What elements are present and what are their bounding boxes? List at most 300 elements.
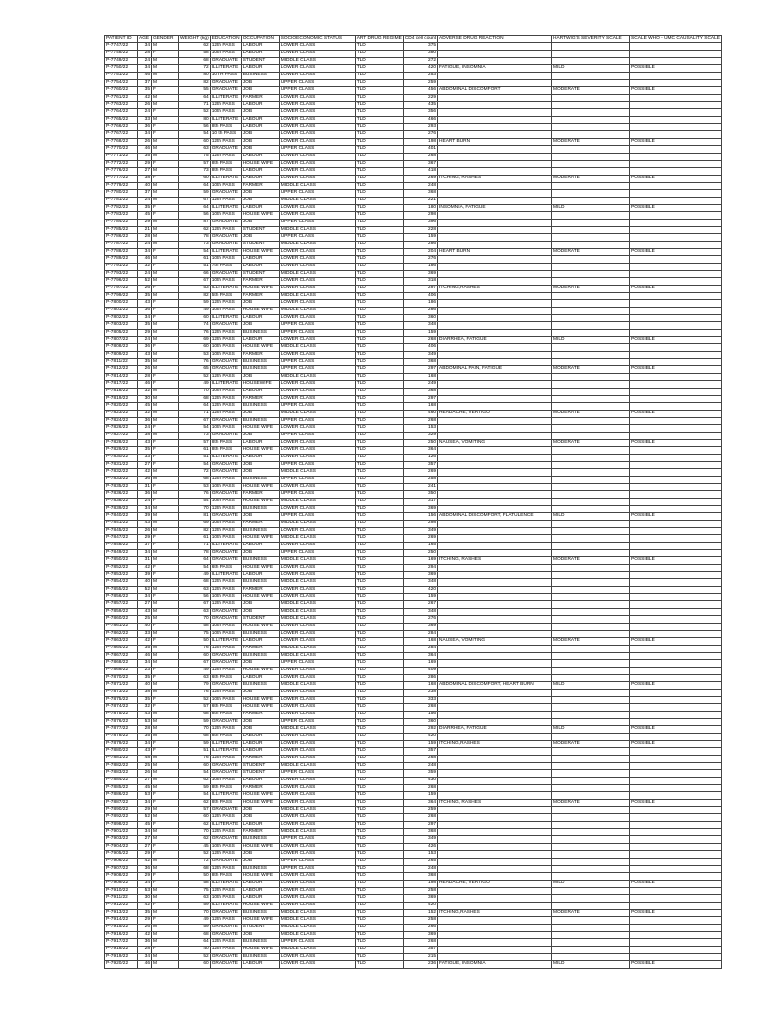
cell-who-umc-causality	[630, 271, 722, 278]
table-row	[105, 307, 722, 314]
cell-education: 10th PASS	[210, 623, 241, 630]
cell-education: 10th PASS	[210, 535, 241, 542]
cell-patient-id: P-7803/22	[105, 322, 138, 329]
cell-socioeconomic-status: UPPER CLASS	[279, 417, 355, 424]
cell-cd4-count: 317	[403, 498, 437, 505]
cell-art-drug-regime: TLD	[355, 80, 403, 87]
cell-occupation: LABOUR	[241, 102, 279, 109]
cell-weight: 57	[179, 704, 211, 711]
cell-weight: 78	[179, 234, 211, 241]
cell-who-umc-causality	[630, 814, 722, 821]
table-row	[105, 682, 722, 689]
cell-hartwig-severity	[552, 219, 630, 226]
cell-occupation: HOUSE WIFE	[241, 212, 279, 219]
cell-adverse-drug-reaction	[438, 469, 552, 476]
cell-art-drug-regime: TLD	[355, 307, 403, 314]
cell-patient-id: P-7857/22	[105, 601, 138, 608]
cell-weight: 54	[179, 425, 211, 432]
cell-weight: 64	[179, 182, 211, 189]
cell-who-umc-causality	[630, 520, 722, 527]
cell-patient-id: P-7909/22	[105, 880, 138, 887]
cell-cd4-count: 349	[403, 836, 437, 843]
cell-socioeconomic-status: UPPER CLASS	[279, 219, 355, 226]
cell-cd4-count: 258	[403, 476, 437, 483]
cell-weight: 62	[179, 836, 211, 843]
cell-occupation: JOB	[241, 234, 279, 241]
cell-age: 28	[138, 373, 152, 380]
cell-adverse-drug-reaction	[438, 718, 552, 725]
cell-adverse-drug-reaction	[438, 491, 552, 498]
cell-who-umc-causality	[630, 212, 722, 219]
cell-adverse-drug-reaction	[438, 373, 552, 380]
cell-weight: 68	[179, 395, 211, 402]
cell-socioeconomic-status: MIDDLE CLASS	[279, 58, 355, 65]
cell-hartwig-severity	[552, 748, 630, 755]
cell-age: 28	[138, 234, 152, 241]
cell-cd4-count: 396	[403, 219, 437, 226]
cell-education: GRADUATE	[210, 953, 241, 960]
cell-socioeconomic-status: LOWER CLASS	[279, 689, 355, 696]
cell-art-drug-regime: TLD	[355, 447, 403, 454]
cell-occupation: HOUSE WIFE	[241, 696, 279, 703]
cell-education: 10th PASS	[210, 696, 241, 703]
cell-occupation: LABOUR	[241, 153, 279, 160]
table-row	[105, 425, 722, 432]
cell-who-umc-causality	[630, 535, 722, 542]
cell-education: 12th PASS	[210, 102, 241, 109]
cell-cd4-count: 298	[403, 520, 437, 527]
cell-art-drug-regime: TLD	[355, 116, 403, 123]
cell-patient-id: P-7832/22	[105, 469, 138, 476]
cell-gender: F	[152, 902, 179, 909]
table-row	[105, 770, 722, 777]
cell-occupation: BUSINESS	[241, 528, 279, 535]
cell-art-drug-regime: TLD	[355, 256, 403, 263]
cell-hartwig-severity	[552, 315, 630, 322]
cell-patient-id: P-7750/22	[105, 65, 138, 72]
cell-education: GRADUATE	[210, 432, 241, 439]
table-row	[105, 138, 722, 145]
cell-education: GRADUATE	[210, 190, 241, 197]
cell-occupation: LABOUR	[241, 638, 279, 645]
cell-art-drug-regime: TLD	[355, 939, 403, 946]
cell-art-drug-regime: TLD	[355, 329, 403, 336]
cell-weight: 57	[179, 160, 211, 167]
table-row	[105, 212, 722, 219]
cell-art-drug-regime: TLD	[355, 836, 403, 843]
cell-art-drug-regime: TLD	[355, 300, 403, 307]
cell-socioeconomic-status: MIDDLE CLASS	[279, 909, 355, 916]
cell-occupation: LABOUR	[241, 256, 279, 263]
cell-art-drug-regime: TLD	[355, 924, 403, 931]
cell-adverse-drug-reaction	[438, 102, 552, 109]
cell-adverse-drug-reaction	[438, 608, 552, 615]
cell-socioeconomic-status: LOWER CLASS	[279, 667, 355, 674]
cell-adverse-drug-reaction	[438, 674, 552, 681]
cell-adverse-drug-reaction	[438, 182, 552, 189]
cell-adverse-drug-reaction	[438, 821, 552, 828]
cell-cd4-count: 268	[403, 939, 437, 946]
cell-who-umc-causality: POSSIBLE	[630, 799, 722, 806]
cell-gender: M	[152, 351, 179, 358]
cell-socioeconomic-status: LOWER CLASS	[279, 953, 355, 960]
cell-adverse-drug-reaction	[438, 902, 552, 909]
cell-education: 12th PASS	[210, 300, 241, 307]
cell-art-drug-regime: TLD	[355, 388, 403, 395]
cell-hartwig-severity	[552, 645, 630, 652]
cell-who-umc-causality: POSSIBLE	[630, 513, 722, 520]
cell-education: 10th PASS	[210, 483, 241, 490]
cell-socioeconomic-status: LOWER CLASS	[279, 138, 355, 145]
cell-patient-id: P-7797/22	[105, 285, 138, 292]
cell-education: GRADUATE	[210, 219, 241, 226]
cell-education: GRADUATE	[210, 652, 241, 659]
cell-weight: 71	[179, 410, 211, 417]
cell-gender: M	[152, 931, 179, 938]
cell-patient-id: P-7801/22	[105, 307, 138, 314]
cell-age: 24	[138, 425, 152, 432]
cell-art-drug-regime: TLD	[355, 741, 403, 748]
cell-art-drug-regime: TLD	[355, 344, 403, 351]
cell-socioeconomic-status: LOWER CLASS	[279, 542, 355, 549]
cell-cd4-count: 293	[403, 124, 437, 131]
cell-weight: 75	[179, 887, 211, 894]
cell-weight: 70	[179, 909, 211, 916]
cell-socioeconomic-status: UPPER CLASS	[279, 234, 355, 241]
cell-occupation: JOB	[241, 726, 279, 733]
cell-cd4-count: 268	[403, 755, 437, 762]
cell-age: 35	[138, 153, 152, 160]
cell-who-umc-causality	[630, 351, 722, 358]
cell-weight: 73	[179, 168, 211, 175]
cell-gender: M	[152, 329, 179, 336]
cell-weight: 63	[179, 895, 211, 902]
cell-who-umc-causality	[630, 506, 722, 513]
cell-patient-id: P-7791/22	[105, 263, 138, 270]
cell-education: 12th PASS	[210, 153, 241, 160]
cell-who-umc-causality: POSSIBLE	[630, 638, 722, 645]
cell-education: GRADUATE	[210, 836, 241, 843]
table-row	[105, 601, 722, 608]
cell-cd4-count: 276	[403, 131, 437, 138]
cell-cd4-count: 168	[403, 373, 437, 380]
cell-gender: M	[152, 528, 179, 535]
cell-occupation: JOB	[241, 931, 279, 938]
cell-patient-id: P-7914/22	[105, 917, 138, 924]
cell-occupation: FARMER	[241, 755, 279, 762]
cell-age: 43	[138, 439, 152, 446]
cell-socioeconomic-status: UPPER CLASS	[279, 461, 355, 468]
cell-cd4-count: 456	[403, 87, 437, 94]
cell-who-umc-causality	[630, 329, 722, 336]
table-row	[105, 344, 722, 351]
cell-patient-id: P-7841/22	[105, 520, 138, 527]
cell-patient-id: P-7884/22	[105, 777, 138, 784]
cell-gender: M	[152, 146, 179, 153]
table-row	[105, 483, 722, 490]
cell-weight: 70	[179, 726, 211, 733]
cell-education: 12th PASS	[210, 586, 241, 593]
cell-socioeconomic-status: UPPER CLASS	[279, 80, 355, 87]
cell-education: 10th PASS	[210, 843, 241, 850]
cell-hartwig-severity	[552, 271, 630, 278]
cell-hartwig-severity	[552, 843, 630, 850]
cell-education: 12th PASS	[210, 395, 241, 402]
cell-adverse-drug-reaction	[438, 528, 552, 535]
cell-patient-id: P-7802/22	[105, 315, 138, 322]
cell-hartwig-severity	[552, 689, 630, 696]
cell-patient-id: P-7819/22	[105, 395, 138, 402]
cell-weight: 78	[179, 550, 211, 557]
cell-socioeconomic-status: LOWER CLASS	[279, 381, 355, 388]
cell-hartwig-severity	[552, 528, 630, 535]
cell-adverse-drug-reaction: HEADACHE, VERTIGO	[438, 880, 552, 887]
table-row	[105, 403, 722, 410]
cell-weight: 68	[179, 58, 211, 65]
cell-adverse-drug-reaction	[438, 241, 552, 248]
cell-patient-id: P-7892/22	[105, 814, 138, 821]
cell-art-drug-regime: TLD	[355, 241, 403, 248]
cell-education: ILLITERATE	[210, 902, 241, 909]
table-row	[105, 836, 722, 843]
cell-art-drug-regime: TLD	[355, 542, 403, 549]
cell-weight: 63	[179, 146, 211, 153]
cell-cd4-count: 152	[403, 909, 437, 916]
cell-art-drug-regime: TLD	[355, 645, 403, 652]
cell-patient-id: P-7749/22	[105, 58, 138, 65]
cell-socioeconomic-status: MIDDLE CLASS	[279, 924, 355, 931]
cell-art-drug-regime: TLD	[355, 109, 403, 116]
cell-gender: F	[152, 535, 179, 542]
cell-education: ILLITERATE	[210, 792, 241, 799]
cell-who-umc-causality	[630, 785, 722, 792]
cell-who-umc-causality	[630, 498, 722, 505]
cell-socioeconomic-status: LOWER CLASS	[279, 711, 355, 718]
cell-occupation: BUSINESS	[241, 909, 279, 916]
cell-cd4-count: 297	[403, 285, 437, 292]
cell-education: ILLITERATE	[210, 116, 241, 123]
cell-adverse-drug-reaction	[438, 403, 552, 410]
cell-occupation: JOB	[241, 190, 279, 197]
cell-socioeconomic-status: LOWER CLASS	[279, 439, 355, 446]
cell-age: 24	[138, 58, 152, 65]
cell-adverse-drug-reaction	[438, 58, 552, 65]
table-row	[105, 645, 722, 652]
cell-socioeconomic-status: LOWER CLASS	[279, 256, 355, 263]
cell-art-drug-regime: TLD	[355, 263, 403, 270]
cell-occupation: BUSINESS	[241, 476, 279, 483]
cell-adverse-drug-reaction	[438, 190, 552, 197]
cell-age: 36	[138, 344, 152, 351]
cell-gender: M	[152, 836, 179, 843]
cell-patient-id: P-7768/22	[105, 138, 138, 145]
cell-who-umc-causality	[630, 197, 722, 204]
cell-who-umc-causality	[630, 226, 722, 233]
cell-art-drug-regime: TLD	[355, 351, 403, 358]
cell-adverse-drug-reaction	[438, 770, 552, 777]
table-row	[105, 865, 722, 872]
cell-socioeconomic-status: LOWER CLASS	[279, 777, 355, 784]
cell-art-drug-regime: TLD	[355, 586, 403, 593]
cell-cd4-count: 168	[403, 682, 437, 689]
cell-occupation: LABOUR	[241, 388, 279, 395]
cell-art-drug-regime: TLD	[355, 807, 403, 814]
cell-cd4-count: 368	[403, 873, 437, 880]
cell-hartwig-severity	[552, 160, 630, 167]
cell-weight: 72	[179, 469, 211, 476]
cell-patient-id: P-7879/22	[105, 741, 138, 748]
table-row	[105, 902, 722, 909]
cell-hartwig-severity: MODERATE	[552, 366, 630, 373]
cell-patient-id: P-7873/22	[105, 689, 138, 696]
cell-education: 12th PASS	[210, 865, 241, 872]
cell-education: 8th PASS	[210, 160, 241, 167]
cell-age: 24	[138, 337, 152, 344]
cell-weight: 56	[179, 594, 211, 601]
cell-occupation: BUSINESS	[241, 557, 279, 564]
cell-weight: 76	[179, 329, 211, 336]
cell-weight: 75	[179, 153, 211, 160]
cell-socioeconomic-status: MIDDLE CLASS	[279, 917, 355, 924]
cell-hartwig-severity	[552, 542, 630, 549]
cell-age: 34	[138, 594, 152, 601]
table-row	[105, 124, 722, 131]
cell-who-umc-causality: POSSIBLE	[630, 880, 722, 887]
cell-art-drug-regime: TLD	[355, 359, 403, 366]
cell-who-umc-causality: POSSIBLE	[630, 557, 722, 564]
cell-art-drug-regime: TLD	[355, 439, 403, 446]
cell-cd4-count: 228	[403, 226, 437, 233]
cell-socioeconomic-status: MIDDLE CLASS	[279, 271, 355, 278]
cell-weight: 62	[179, 777, 211, 784]
cell-hartwig-severity	[552, 506, 630, 513]
cell-adverse-drug-reaction: ABDOMINAL DISCOMFORT, HEART BURN	[438, 682, 552, 689]
cell-hartwig-severity	[552, 660, 630, 667]
cell-adverse-drug-reaction	[438, 153, 552, 160]
cell-adverse-drug-reaction: DIARRHEA, FATIGUE	[438, 337, 552, 344]
cell-gender: F	[152, 263, 179, 270]
cell-socioeconomic-status: MIDDLE CLASS	[279, 307, 355, 314]
cell-patient-id: P-7853/22	[105, 572, 138, 579]
cell-who-umc-causality	[630, 542, 722, 549]
cell-education: ILLITERATE	[210, 638, 241, 645]
cell-hartwig-severity	[552, 718, 630, 725]
cell-gender: F	[152, 425, 179, 432]
cell-occupation: BUSINESS	[241, 630, 279, 637]
cell-occupation: JOB	[241, 373, 279, 380]
cell-weight: 61	[179, 447, 211, 454]
cell-cd4-count: 258	[403, 887, 437, 894]
table-row	[105, 829, 722, 836]
cell-who-umc-causality	[630, 704, 722, 711]
cell-socioeconomic-status: MIDDLE CLASS	[279, 608, 355, 615]
cell-patient-id: P-7817/22	[105, 381, 138, 388]
cell-age: 43	[138, 300, 152, 307]
cell-gender: F	[152, 843, 179, 850]
cell-art-drug-regime: TLD	[355, 799, 403, 806]
cell-occupation: BUSINESS	[241, 329, 279, 336]
cell-socioeconomic-status: LOWER CLASS	[279, 454, 355, 461]
cell-art-drug-regime: TLD	[355, 469, 403, 476]
cell-age: 35	[138, 322, 152, 329]
cell-age: 52	[138, 814, 152, 821]
cell-age: 28	[138, 726, 152, 733]
cell-occupation: LABOUR	[241, 439, 279, 446]
cell-weight: 40	[179, 946, 211, 953]
cell-age: 24	[138, 498, 152, 505]
table-row	[105, 608, 722, 615]
cell-cd4-count: 272	[403, 58, 437, 65]
cell-adverse-drug-reaction	[438, 931, 552, 938]
cell-patient-id: P-7905/22	[105, 851, 138, 858]
cell-occupation: JOB	[241, 689, 279, 696]
cell-age: 46	[138, 72, 152, 79]
cell-adverse-drug-reaction	[438, 131, 552, 138]
cell-cd4-count: 250	[403, 550, 437, 557]
cell-gender: F	[152, 454, 179, 461]
cell-gender: M	[152, 755, 179, 762]
cell-art-drug-regime: TLD	[355, 226, 403, 233]
cell-cd4-count: 368	[403, 359, 437, 366]
cell-who-umc-causality	[630, 491, 722, 498]
cell-occupation: LABOUR	[241, 880, 279, 887]
cell-hartwig-severity	[552, 755, 630, 762]
cell-adverse-drug-reaction	[438, 388, 552, 395]
cell-age: 27	[138, 601, 152, 608]
cell-adverse-drug-reaction	[438, 829, 552, 836]
cell-socioeconomic-status: UPPER CLASS	[279, 322, 355, 329]
cell-hartwig-severity	[552, 917, 630, 924]
cell-cd4-count: 269	[403, 469, 437, 476]
cell-age: 35	[138, 733, 152, 740]
cell-education: GRADUATE	[210, 550, 241, 557]
cell-art-drug-regime: TLD	[355, 175, 403, 182]
cell-weight: 73	[179, 241, 211, 248]
cell-hartwig-severity: MODERATE	[552, 909, 630, 916]
cell-adverse-drug-reaction	[438, 146, 552, 153]
cell-cd4-count: 409	[403, 667, 437, 674]
cell-patient-id: P-7786/22	[105, 234, 138, 241]
cell-cd4-count: 248	[403, 182, 437, 189]
cell-weight: 67	[179, 278, 211, 285]
cell-occupation: HOUSE WIFE	[241, 285, 279, 292]
table-row	[105, 843, 722, 850]
cell-occupation: HOUSE WIFE	[241, 160, 279, 167]
cell-hartwig-severity	[552, 792, 630, 799]
cell-education: GRADUATE	[210, 660, 241, 667]
cell-cd4-count: 369	[403, 271, 437, 278]
cell-hartwig-severity	[552, 153, 630, 160]
cell-occupation: HOUSE WIFE	[241, 564, 279, 571]
cell-weight: 76	[179, 689, 211, 696]
col-header-weight: WEIGHT (kg)	[179, 36, 211, 43]
cell-who-umc-causality: POSSIBLE	[630, 682, 722, 689]
cell-weight: 51	[179, 748, 211, 755]
cell-patient-id: P-7799/22	[105, 293, 138, 300]
cell-socioeconomic-status: MIDDLE CLASS	[279, 931, 355, 938]
cell-age: 45	[138, 785, 152, 792]
cell-cd4-count: 169	[403, 660, 437, 667]
cell-socioeconomic-status: LOWER CLASS	[279, 102, 355, 109]
cell-art-drug-regime: TLD	[355, 623, 403, 630]
table-row	[105, 417, 722, 424]
col-header-socioeconomic-status: SOCIOECONOMIC STATUS	[279, 36, 355, 43]
cell-cd4-count: 198	[403, 880, 437, 887]
table-row	[105, 146, 722, 153]
cell-patient-id: P-7785/22	[105, 226, 138, 233]
cell-adverse-drug-reaction: ITCHING, RASHES	[438, 175, 552, 182]
cell-adverse-drug-reaction	[438, 359, 552, 366]
